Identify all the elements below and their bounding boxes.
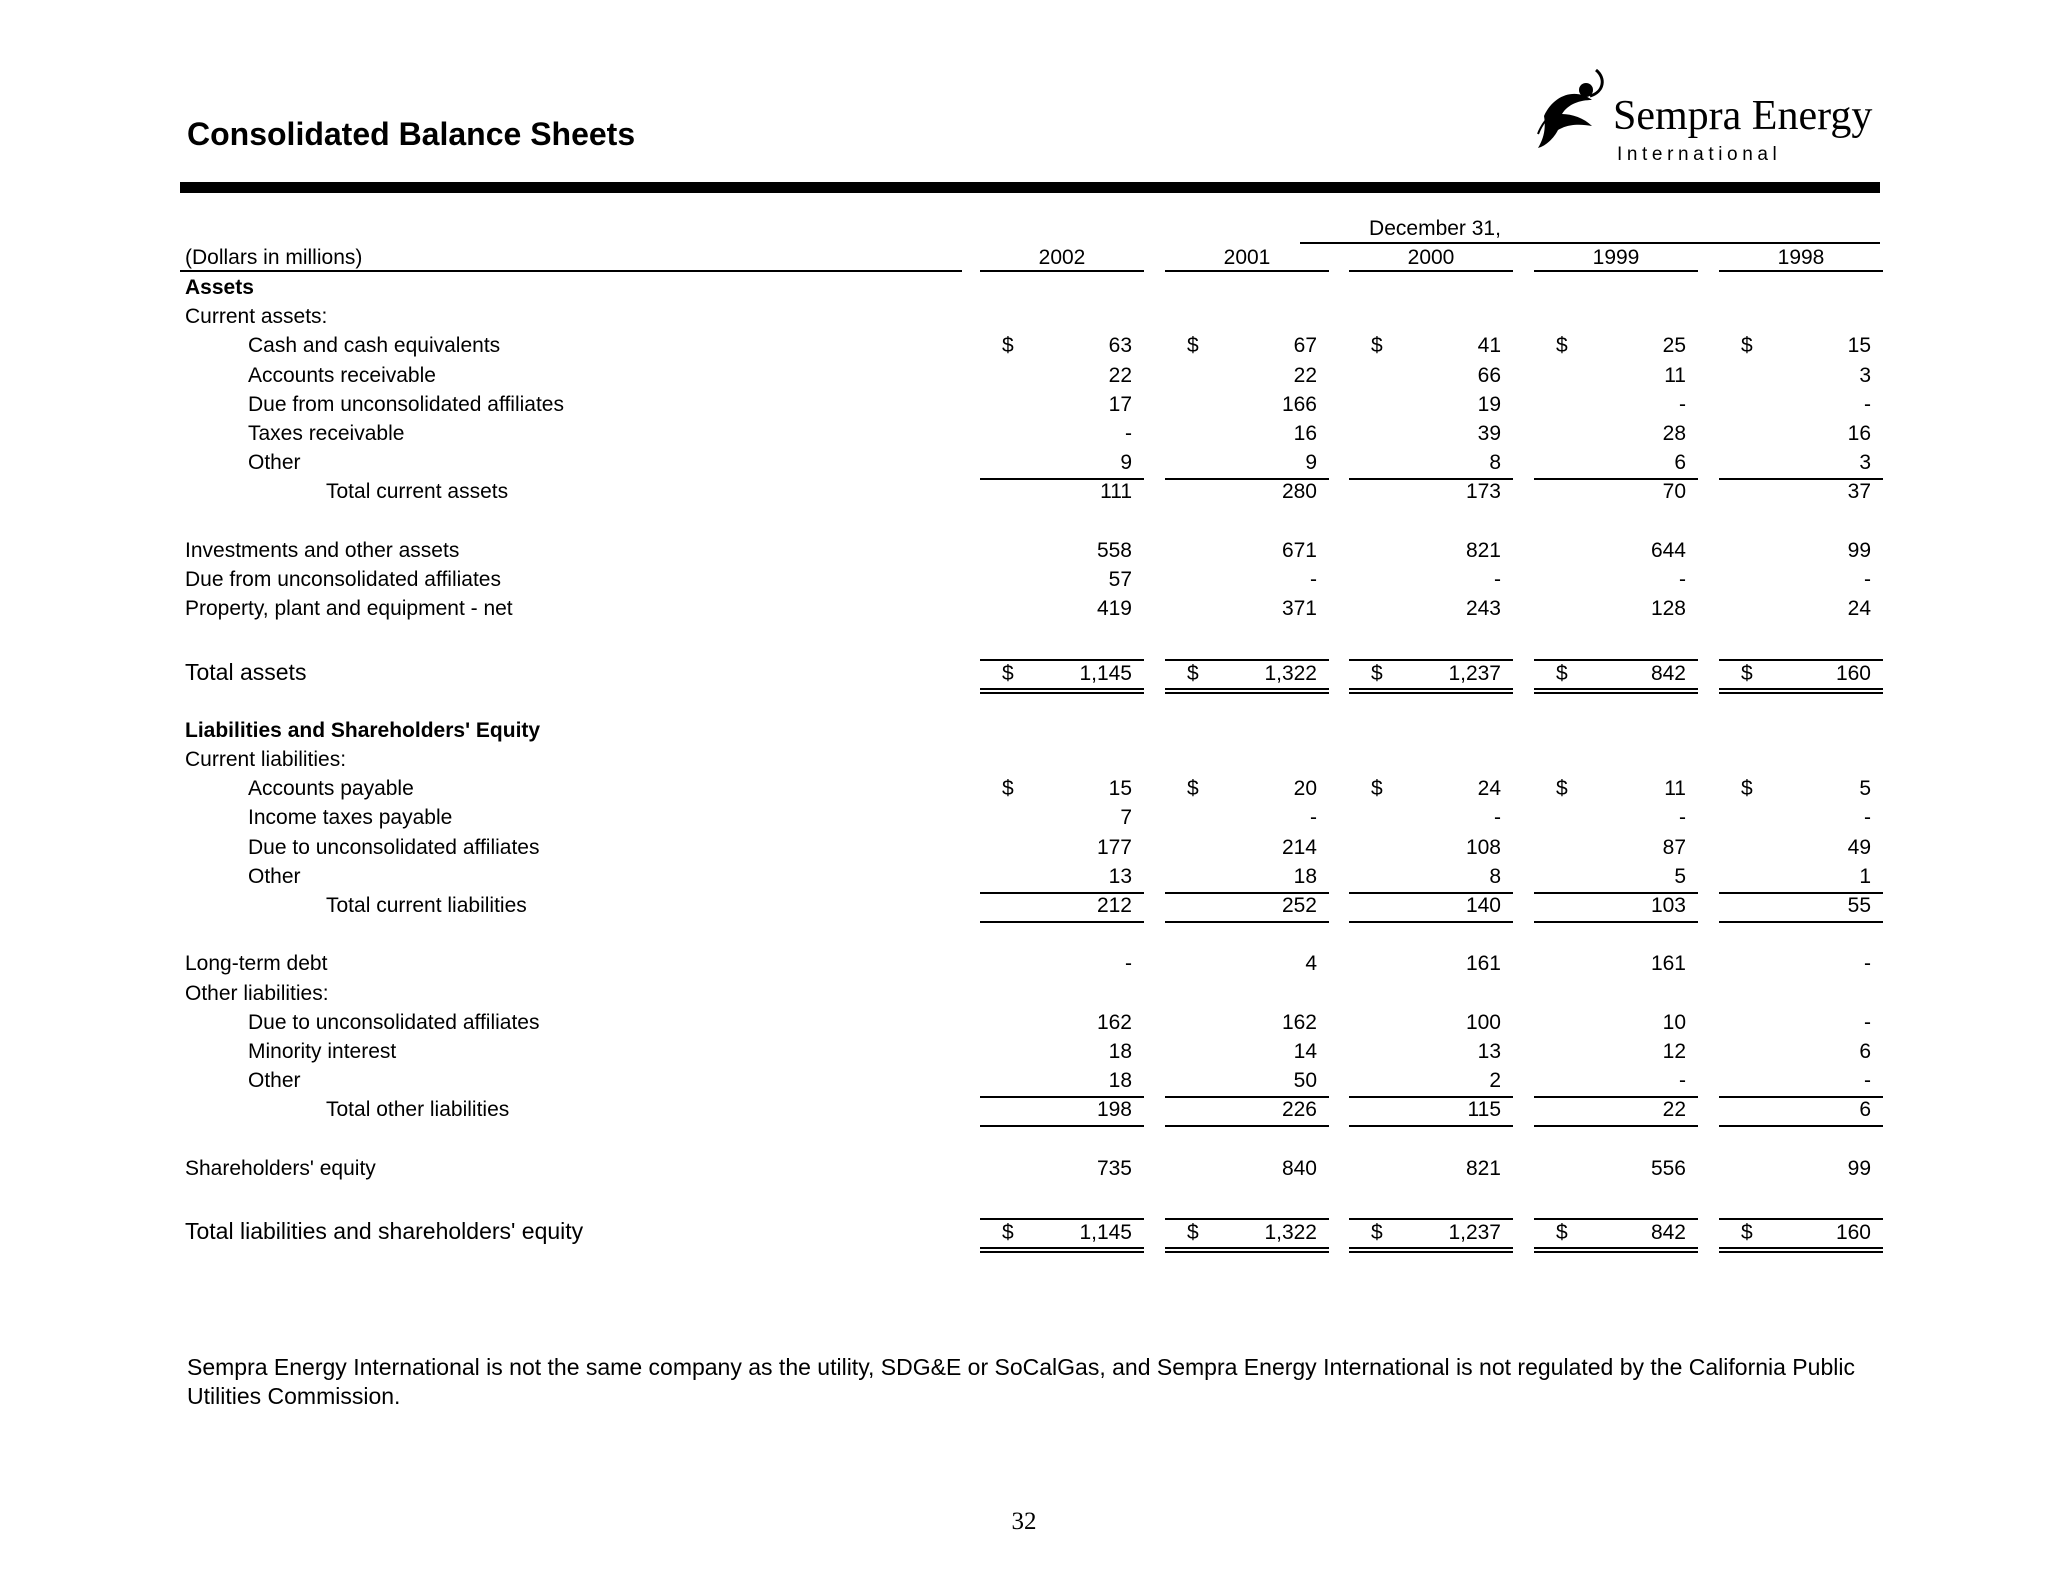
cell-value: 128: [1650, 597, 1686, 621]
cell-value: 99: [1847, 538, 1871, 562]
currency-symbol: $: [1741, 334, 1753, 358]
cell-value: 1,145: [1079, 1221, 1132, 1245]
cell-value: 5: [1859, 777, 1871, 801]
cell-value: 161: [1465, 952, 1501, 976]
year-header: 2001: [1223, 246, 1271, 269]
total-double-rule-1: [1534, 1247, 1698, 1249]
cell-value: 840: [1281, 1156, 1317, 1180]
row-label: Taxes receivable: [248, 422, 405, 445]
total-top-rule: [980, 1218, 1144, 1220]
currency-symbol: $: [1741, 777, 1753, 801]
currency-symbol: $: [1556, 334, 1568, 358]
cell-value: 24: [1477, 777, 1501, 801]
total-double-rule-2: [1534, 692, 1698, 694]
cell-value: 50: [1293, 1069, 1317, 1093]
currency-symbol: $: [1556, 1221, 1568, 1245]
row-label: Property, plant and equipment - net: [185, 597, 513, 621]
row-label: Due from unconsolidated affiliates: [185, 568, 501, 591]
total-double-rule-1: [980, 1247, 1144, 1249]
cell-value: 57: [1108, 568, 1132, 591]
cell-value: 87: [1662, 835, 1686, 859]
cell-value: 24: [1847, 597, 1871, 621]
cell-value: 108: [1465, 835, 1501, 859]
cell-value: 162: [1281, 1010, 1317, 1034]
currency-symbol: $: [1187, 777, 1199, 801]
total-double-rule-2: [1719, 1251, 1883, 1253]
cell-value: 8: [1489, 864, 1501, 888]
cell-value: 162: [1096, 1010, 1132, 1034]
row-label: Due to unconsolidated affiliates: [248, 1010, 540, 1034]
row-label: Income taxes payable: [248, 806, 453, 830]
cell-value: 39: [1477, 422, 1501, 445]
cell-value: -: [1864, 392, 1871, 416]
cell-value: 1,237: [1448, 1221, 1501, 1245]
cell-value: -: [1864, 568, 1871, 591]
cell-value: 280: [1281, 480, 1317, 504]
cell-value: 735: [1096, 1156, 1132, 1180]
cell-value: 1,322: [1264, 661, 1317, 685]
cell-value: 226: [1281, 1098, 1317, 1122]
cell-value: 28: [1662, 422, 1686, 445]
underline-rule: [1165, 1125, 1329, 1127]
total-double-rule-2: [1349, 692, 1513, 694]
year-header-rule: [1534, 270, 1698, 272]
total-double-rule-2: [1534, 1251, 1698, 1253]
cell-value: -: [1494, 568, 1501, 591]
cell-value: 556: [1650, 1156, 1686, 1180]
cell-value: 13: [1108, 864, 1132, 888]
period-label: December 31,: [1369, 217, 1501, 240]
cell-value: 177: [1096, 835, 1132, 859]
cell-value: 22: [1108, 363, 1132, 387]
cell-value: 70: [1662, 480, 1686, 504]
year-header-rule: [980, 270, 1144, 272]
cell-value: 140: [1465, 894, 1501, 917]
cell-value: 25: [1662, 334, 1686, 358]
cell-value: 558: [1096, 538, 1132, 562]
page-number: 32: [1011, 1508, 1037, 1535]
currency-symbol: $: [1371, 1221, 1383, 1245]
cell-value: 11: [1664, 777, 1686, 801]
row-label: Total assets: [185, 658, 307, 685]
currency-symbol: $: [1187, 661, 1199, 685]
underline-rule: [1719, 921, 1883, 923]
currency-symbol: $: [1002, 661, 1014, 685]
cell-value: 111: [1100, 480, 1132, 504]
row-label: Shareholders' equity: [185, 1156, 376, 1180]
row-label: Total other liabilities: [326, 1098, 510, 1122]
cell-value: 842: [1650, 1221, 1686, 1245]
cell-value: 67: [1293, 334, 1317, 358]
page-title: Consolidated Balance Sheets: [187, 116, 636, 152]
underline-rule: [1349, 921, 1513, 923]
row-label: Accounts payable: [248, 777, 414, 801]
total-double-rule-2: [980, 692, 1144, 694]
logo-subtitle: International: [1617, 144, 1782, 165]
total-double-rule-2: [1165, 1251, 1329, 1253]
cell-value: 1,237: [1448, 661, 1501, 685]
total-top-rule: [1165, 659, 1329, 661]
row-label: Other liabilities:: [185, 981, 329, 1005]
cell-value: 15: [1108, 777, 1132, 801]
cell-value: -: [1494, 806, 1501, 830]
total-top-rule: [1534, 1218, 1698, 1220]
row-label: Assets: [185, 276, 254, 299]
cell-value: 11: [1664, 363, 1686, 387]
cell-value: 160: [1835, 1221, 1871, 1245]
cell-value: 20: [1293, 777, 1317, 801]
cell-value: 12: [1662, 1040, 1686, 1063]
total-top-rule: [1719, 1218, 1883, 1220]
cell-value: 644: [1650, 538, 1686, 562]
cell-value: 8: [1489, 451, 1501, 475]
row-label: Current assets:: [185, 305, 328, 329]
cell-value: -: [1864, 1010, 1871, 1034]
cell-value: -: [1864, 806, 1871, 830]
total-top-rule: [980, 659, 1144, 661]
cell-value: 18: [1108, 1069, 1132, 1093]
row-label: Current liabilities:: [185, 748, 347, 771]
cell-value: -: [1864, 952, 1871, 976]
cell-value: 22: [1293, 363, 1317, 387]
cell-value: -: [1310, 806, 1317, 830]
cell-value: 2: [1489, 1069, 1501, 1093]
cell-value: 1,145: [1079, 661, 1132, 685]
currency-symbol: $: [1741, 661, 1753, 685]
cell-value: 173: [1465, 480, 1501, 504]
cell-value: 1: [1859, 864, 1871, 888]
total-top-rule: [1534, 659, 1698, 661]
units-label: (Dollars in millions): [185, 246, 363, 269]
cell-value: 19: [1477, 392, 1501, 416]
cell-value: 9: [1305, 451, 1317, 475]
total-double-rule-1: [1165, 1247, 1329, 1249]
currency-symbol: $: [1371, 777, 1383, 801]
total-top-rule: [1349, 659, 1513, 661]
currency-symbol: $: [1371, 661, 1383, 685]
underline-rule: [1719, 1125, 1883, 1127]
cell-value: 842: [1650, 661, 1686, 685]
row-label: Due to unconsolidated affiliates: [248, 835, 540, 859]
cell-value: 103: [1650, 894, 1686, 917]
cell-value: 3: [1859, 451, 1871, 475]
cell-value: 13: [1477, 1040, 1501, 1063]
total-double-rule-1: [1349, 688, 1513, 690]
total-double-rule-2: [980, 1251, 1144, 1253]
cell-value: 10: [1662, 1010, 1686, 1034]
year-header-rule: [1349, 270, 1513, 272]
cell-value: 214: [1281, 835, 1317, 859]
cell-value: 161: [1650, 952, 1686, 976]
total-top-rule: [1719, 659, 1883, 661]
cell-value: 6: [1859, 1098, 1871, 1122]
total-double-rule-1: [980, 688, 1144, 690]
year-header-rule: [1719, 270, 1883, 272]
row-label: Other: [248, 451, 301, 475]
underline-rule: [1534, 921, 1698, 923]
total-double-rule-2: [1165, 692, 1329, 694]
currency-symbol: $: [1002, 334, 1014, 358]
cell-value: 371: [1281, 597, 1317, 621]
cell-value: 100: [1465, 1010, 1501, 1034]
total-double-rule-1: [1534, 688, 1698, 690]
row-label: Minority interest: [248, 1040, 397, 1063]
currency-symbol: $: [1556, 661, 1568, 685]
cell-value: 16: [1847, 422, 1871, 445]
cell-value: 6: [1859, 1040, 1871, 1063]
cell-value: 9: [1120, 451, 1132, 475]
cell-value: 63: [1108, 334, 1132, 358]
cell-value: 115: [1467, 1098, 1501, 1122]
total-double-rule-1: [1165, 688, 1329, 690]
row-label: Liabilities and Shareholders' Equity: [185, 718, 541, 742]
cell-value: 18: [1108, 1040, 1132, 1063]
total-double-rule-2: [1719, 692, 1883, 694]
underline-rule: [980, 921, 1144, 923]
cell-value: 243: [1465, 597, 1501, 621]
cell-value: -: [1679, 1069, 1686, 1093]
currency-symbol: $: [1187, 334, 1199, 358]
underline-rule: [1534, 1125, 1698, 1127]
row-label: Long-term debt: [185, 952, 328, 976]
cell-value: 16: [1293, 422, 1317, 445]
cell-value: -: [1125, 952, 1132, 976]
cell-value: 3: [1859, 363, 1871, 387]
cell-value: 419: [1096, 597, 1132, 621]
row-label: Cash and cash equivalents: [248, 334, 501, 358]
cell-value: 37: [1847, 480, 1871, 504]
row-label: Other: [248, 1069, 301, 1093]
cell-value: -: [1679, 392, 1686, 416]
cell-value: 252: [1281, 894, 1317, 917]
period-rule: [1300, 242, 1880, 244]
cell-value: -: [1864, 1069, 1871, 1093]
cell-value: 166: [1281, 392, 1317, 416]
cell-value: 15: [1847, 334, 1871, 358]
row-label: Investments and other assets: [185, 538, 460, 562]
currency-symbol: $: [1002, 777, 1014, 801]
underline-rule: [1165, 921, 1329, 923]
year-header: 2000: [1407, 246, 1455, 269]
row-label: Total current assets: [326, 480, 509, 504]
cell-value: 99: [1847, 1156, 1871, 1180]
cell-value: 22: [1662, 1098, 1686, 1122]
year-header: 2002: [1038, 246, 1086, 269]
total-top-rule: [1349, 1218, 1513, 1220]
logo-name: Sempra Energy: [1613, 93, 1873, 139]
cell-value: 18: [1293, 864, 1317, 888]
total-double-rule-1: [1719, 688, 1883, 690]
cell-value: 5: [1674, 864, 1686, 888]
total-double-rule-1: [1719, 1247, 1883, 1249]
cell-value: 6: [1674, 451, 1686, 475]
footnote: Sempra Energy International is not the same company as the utility, SDG&E or SoCalGas, and Sempra Energy International is not regulated by the California Public Utilities Commission.: [187, 1354, 1855, 1409]
row-label: Total current liabilities: [326, 894, 527, 917]
cell-value: 821: [1465, 538, 1501, 562]
cell-value: -: [1679, 806, 1686, 830]
cell-value: 198: [1096, 1098, 1132, 1122]
underline-rule: [980, 1125, 1144, 1127]
cell-value: 41: [1477, 334, 1501, 358]
currency-symbol: $: [1371, 334, 1383, 358]
currency-symbol: $: [1002, 1221, 1014, 1245]
underline-rule: [1349, 1125, 1513, 1127]
cell-value: 14: [1293, 1040, 1317, 1063]
row-label: Due from unconsolidated affiliates: [248, 392, 564, 416]
cell-value: 7: [1120, 806, 1132, 830]
cell-value: 212: [1096, 894, 1132, 917]
row-label: Other: [248, 864, 301, 888]
cell-value: 671: [1281, 538, 1317, 562]
label-column-rule: [180, 270, 962, 272]
cell-value: 4: [1305, 952, 1317, 976]
cell-value: 55: [1847, 894, 1871, 917]
total-top-rule: [1165, 1218, 1329, 1220]
cell-value: -: [1125, 422, 1132, 445]
year-header-rule: [1165, 270, 1329, 272]
year-header: 1998: [1777, 246, 1825, 269]
cell-value: 66: [1477, 363, 1501, 387]
currency-symbol: $: [1741, 1221, 1753, 1245]
cell-value: 821: [1465, 1156, 1501, 1180]
currency-symbol: $: [1556, 777, 1568, 801]
year-header: 1999: [1592, 246, 1640, 269]
cell-value: -: [1679, 568, 1686, 591]
cell-value: -: [1310, 568, 1317, 591]
row-label: Accounts receivable: [248, 363, 436, 387]
row-label: Total liabilities and shareholders' equity: [185, 1218, 584, 1245]
cell-value: 17: [1108, 392, 1132, 416]
cell-value: 160: [1835, 661, 1871, 685]
total-double-rule-2: [1349, 1251, 1513, 1253]
cell-value: 49: [1847, 835, 1871, 859]
total-double-rule-1: [1349, 1247, 1513, 1249]
currency-symbol: $: [1187, 1221, 1199, 1245]
cell-value: 1,322: [1264, 1221, 1317, 1245]
